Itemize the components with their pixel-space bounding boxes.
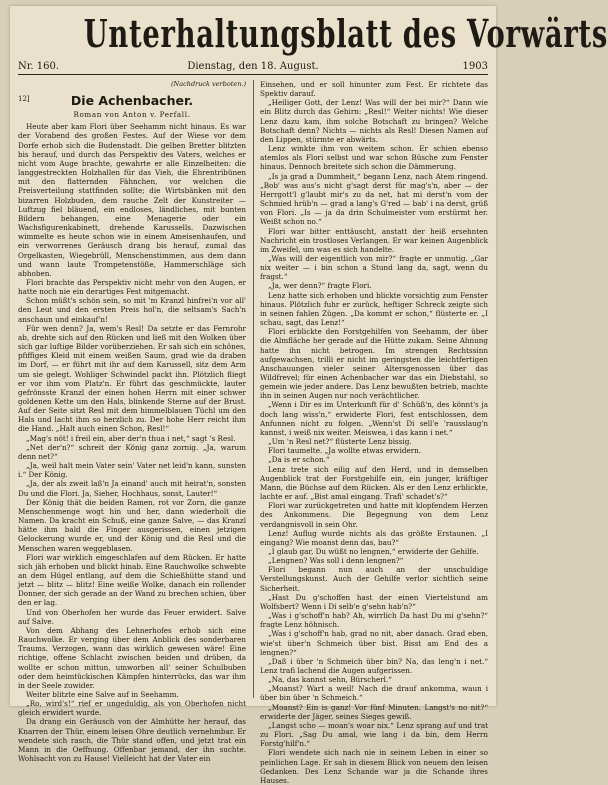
article-title: Die Achenbacher. [70,93,194,109]
article-paragraph: „Mag's nöt! i freil ein, aber der'n thua i net,“ sagt 's Resl. [26,433,236,443]
title-row [18,92,246,110]
article-paragraph: „Ja, wer denn?“ fragte Flori. [268,281,372,291]
article-paragraph: Für wen denn? Ja, wem's Resl! Da setzte er das Fernrohr ab, drehte sich auf den Rücken und ließ mit den Wolken über sich gar luftige Bilder vorüberziehen. Er sah sich ein schönes, pfiffiges Kleid mit einem weißen Saum, grad wie da draben im Dorf, — er führt mit ihr auf dem Karussell, sitz dem Arm um sie gelegt. Wohliger Schwindel packt ihn. Plötzlich fliegt er vor ihm vom Platz'n. Er führt das geschmückte, lauter gefrönsste Kranzl der einen hohen Herrn mit einer schwer goldenen Kette um den Hals, blinkende Sterne auf der Brust. Auf der Seite sitzt Resl mit dem himmelblauen Tüchl um den Hals und lacht ihm so herzlich zu. Der hohe Herr reicht ihm die Hand. „Halt auch einen Schon, Resl!“ [18,323,246,434]
article-paragraph: „Moanst? Ein is ganz! Vor fünf Minuten. Langst's no nit?“ erwiderte der Jäger, seines Sieges gewiß. [260,702,488,721]
article-paragraph: Lenz hatte sich erhoben und blickte vorsichtig zum Fenster hinaus. Plötzlich fuhr er zurück, heftiger Schreck zeigte sich in seinen fahlen Zügen. „Da kommt er schon,“ flüsterte er. „I schau, sagt, das Lenz!“ [260,290,488,328]
article-paragraph: Flori wendete sich nach nie in seinem Leben in einer so peinlichen Lage. Er sah in diesem Blick von neuem den leisen Gedanken. Des Lenz Schande war ja die Schande ihres Hauses. [260,748,488,785]
article-paragraph: Flori brachte das Perspektiv nicht mehr von den Augen, er hatte noch nie ein derartiges Fest mitgemacht. [18,277,246,297]
article-paragraph: „Na, das kannst sehn, Bürscherl.“ [268,675,392,685]
newspaper-page [10,6,608,785]
article-paragraph: Und von Oberhofen her wurde das Feuer erwidert. Salve auf Salve. [18,607,246,626]
left-column-body [18,122,246,763]
article-paragraph: Flori erblickte den Forstgehilfen von Seehamm, der über die Almfläche her gerade auf die Hütte zukam. Seine Ahnung hatte ihn nicht betrogen. Im strengen Rechtssinn aufgewachsen, trilli er nicht im geringsten die leichtfertigen Anschauungen vieler seiner Altersgenossen über das Wildfrevel; für einen Achenbacher war das ein Diebstahl, so gemein wie jeder andere. Das Lenz bewußten betrieb, machte ihn in seinen Augen nur noch verächtlicher. [260,327,488,401]
chapter-number: 12] [18,95,30,104]
column-divider [253,80,254,698]
article-paragraph: „Was will der eigentlich von mir?“ fragte er unmutig. „Gar nix weiter — i bin schon a Stund lang da, sagt, wenn du fragst.“ [260,253,488,282]
article-paragraph: Flori war bitter enttäuscht, anstatt der heiß ersehnten Nachricht ein trostloses Verlangen. Er war keinen Augenblick im Zweifel, um was es sich handelte. [260,226,488,254]
article-paragraph: Flori begann nun auch an der unschuldige Verstellungskunst. Auch der Gehilfe verlor sichtlich seine Sicherheit. [260,565,488,593]
issue-year: 1903 [462,61,488,72]
issue-date: Dienstag, den 18. August. [187,61,319,72]
article-paragraph: Lenz trete sich eilig auf den Herd, und in demselben Augenblick trat der Forstgehilfe ein, ein junger, kräftiger Mann, die Büchse auf dem Rücken. Als er den Lenz erblickte, lachte er auf. „Bist amal eingang. Trafi' schadet's?“ [260,464,488,502]
article-paragraph: Schon müßt's schön sein, so mit 'm Kranzl hinfrei'n vor all' den Leut und den ersten Preis hol'n, die seltsam's Sach'n anschaun und einkauf'n! [18,296,246,324]
article-paragraph: Flori war zurückgetreten und hatte mit klopfendem Herzen des Ankommens. Die Begegnung von dem Lenz verdangnisvoll in sein Ohr. [260,501,488,529]
article-paragraph: „Heiliger Gott, der Lenz! Was will der bei mir?“ Dann wie ein Blitz durch das Gehirn: „Resl!“ Weiter nichts! Wie dieser Lenz dazu kam, ihm solche Botschaft zu bringen? Welche Botschaft denn? Nichts — nichts als Resl! Diesen Namen auf den Lippen, stürmte er abwärts. [260,98,488,144]
dateline [18,60,488,75]
article-paragraph: Da drang ein Geräusch von der Almhütte her herauf, das Knarren der Thür, einem leisen Ohre deutlich vernehmbar. Er wendete sich rasch, die Thür stand offen, und jetzt trat ein Mann in die Oeffnung. Offenbar jemand, der ihn suchte. Wohlsacht von zu Hause! Vielleicht hat der Vater ein [18,717,246,764]
reprint-notice: (Nachdruck verboten.) [171,80,246,88]
article-paragraph: Lenz winkte ihm von weitem schon. Er schien ebenso atemlos als Flori selbst und war schon Büsche zum Fenster hinaus. Dennoch breitete sich schon die Dämmerung. [260,144,488,172]
article-paragraph: „Ja, der als zweit laß'n Ja einand' auch mit heirat'n, sonsten Du und die Flori. Ja, Sieher, Hochhaus, sonst, Lauter!“ [18,479,246,498]
article-paragraph: „Da is er schon.“ [268,455,330,465]
article-paragraph: „Was i g'schoff'n hab, grad no nit, aber danach. Grad eben, wie'st über'n Schmeich über bist. Bisst am End des a lengnen?“ [260,629,488,657]
article-paragraph: „Moanst? Wart a weil! Nach die drauf ankomma, waun i über bin über 'n Schmeich.“ [260,684,488,703]
article-paragraph: „Daß i über 'n Schmeich über bin? Na, das leng'n i net.“ Lenz trafi lachend die Augen aufgerissen. [260,656,488,675]
article-paragraph: „Was i g'schoff'n hab? Ah, wirrlich Da hast Du mi g'sehn?“ fragte Lenz höhnisch. [260,611,488,630]
article-paragraph: „I glaub gar, Du wüßt no lengnen,“ erwiderte der Gehilfe. [268,546,479,556]
right-column-body [260,80,488,785]
article-paragraph: „Wenn i Dir es im Unterkunft für d' Schüß'n, des könnt's ja doch lang wiss'n,“ erwiderte Flori, fest entschlossen, dem Anfunnen nicht zu folgen. „Wenn'st Di sell'e 'rausslaug'n kannst, i weiß nix weiter. Meiswea, i das kann i net.“ [260,400,488,437]
masthead: Unterhaltungsblatt des Vorwärts [83,11,608,56]
article-paragraph: Lenz! Auflug wurde nichts als das größte Erstaunen. „I eingang? Wie moanst denn das, bau?“ [260,528,488,547]
article-paragraph: Weiter blitzte eine Salve auf in Seehamm. [26,690,179,699]
article-paragraph: „Net der'n?“ schreit der König ganz zornig. „Ja, warum denn net?“ [18,442,246,461]
article-paragraph: Von dem Abhang des Lehnerhofes erhob sich eine Rauchwolke. Er verging über dem Anblick des sonderbaren Traums. Verzogen, wann das wirklich gewesen wäre! Eine richtige, offene Schlacht zwischen beiden und drüben, da wollte er schon mittun, umworben all' seiner Schulbuben oder dem heimtückischen Kämpfen hinterrücks, das war ihm in der Seele zuwider. [18,625,246,690]
article-paragraph: „Hast Du g'schoffen hast der einen Viertelstund am Wolfsbert? Wenn i Di selb'e g'sehn hab'n?“ [260,592,488,611]
article-paragraph: Heute aber kam Flori über Seehamm nicht hinaus. Es war der Vorabend des großen Festes. Auf der Wiese vor dem Dorfe erhob sich die Budenstadt. Die gelben Bretter blitzten bis herauf, und durch das Perspektiv des Vaters, welches er nicht vom Auge brachte, gewahrte er alle Einzelheiten: die langgestreckten Holzhallen für das Vieh, die Ehrentribünen mit den flatternden Fähnchen, vor welchen die Preisverteilung stattfinden sollte; die Wirtsbänken mit den bizarren Holzbuden, dem rauche Zelt der Kunstreiter — Luftzug fiel bläuend, ein endloses, ländliches, mit bunten Bildern behangen, eine Menagerie oder ein Wachsfigurenkabinett, drehende Karussells. Dazwischen wimmelte es heute schon wie in einem Ameisenhaufen, und ein verworrenes Geräusch drang bis herauf, zumal das Orgelkasten, Wiegebrüll, Menschenstimmen, aus dem dann und wann laute Trompetenstöße, Hammerschläge sich abhoben. [18,122,246,278]
article-paragraph: „Ja, weil halt mein Vater sein' Vater net leid'n kann, sunsten i.“ Der König. [18,461,246,480]
article-paragraph: „Ro, wird's!“ rief er ungeduldig, als von Oberhofen nicht gleich erwidert wurde. [18,699,246,718]
article-paragraph: „Is ja grad a Dummheit,“ begann Lenz, nach Atem ringend. „Bob' was aus's nicht g'sagt derst für mag's'n, aber — der Herrgott'l g'laubt mir's zu da net, hat mi derst'n vom der Schmied hrüb'n — grad a lang's G'red — bab' i na derst, grüß von Flori. „Is — ja da drin Schulmeister vom erstürmt her. Weißt schon no.“ [260,171,488,227]
article-paragraph: Einsehen, und er soll hinunter zum Fest. Er richtete das Spektiv darauf. [260,80,488,99]
right-column [260,80,488,785]
article-paragraph: Der König thät die beiden Ramen, rot vor Zorn, die ganze Menschenmenge wogt hin und her, dann wiederholt die Namen. Da kracht ein Schuß, eine ganze Salve, — das Kranzl hätte ihm bald die Finger ausgerissen, einen jetzigen Gelockerung wurde er, und der König und die Resl und die Menschen waren weggeblasen. [18,497,246,553]
left-column [18,80,246,764]
article-paragraph: Flori taumelte. „Ja wollte etwas erwidern. [268,446,422,456]
article-subtitle: Roman von Anton v. Perfall. [73,110,191,120]
article-paragraph: „Lengnen? Was soll i denn lengnen?“ [268,556,404,566]
article-paragraph: „Um 'n Resl net?“ flüsterte Lenz bissig. [268,437,412,447]
article-paragraph: „Langst scho — moan's woar nix.“ Lenz sprang auf und trat zu Flori. „Sag Du amal, wie lang i da bin, dem Herrn Forstg'hilf'n.“ [260,720,488,749]
article-paragraph: Flori war wirklich eingeschlafen auf dem Rücken. Er hatte sich jäh erhoben und blickt hinab. Eine Rauchwolke schwebte an dem Hügel entlang, auf dem die Schießhütte stand und jetzt — blitz — blitz! Eine weiße Wolke, danach ein rollender Donner, der sich gerade an der Wand zu brechen schien, über den er lag. [18,552,246,608]
issue-number: Nr. 160. [18,61,60,72]
